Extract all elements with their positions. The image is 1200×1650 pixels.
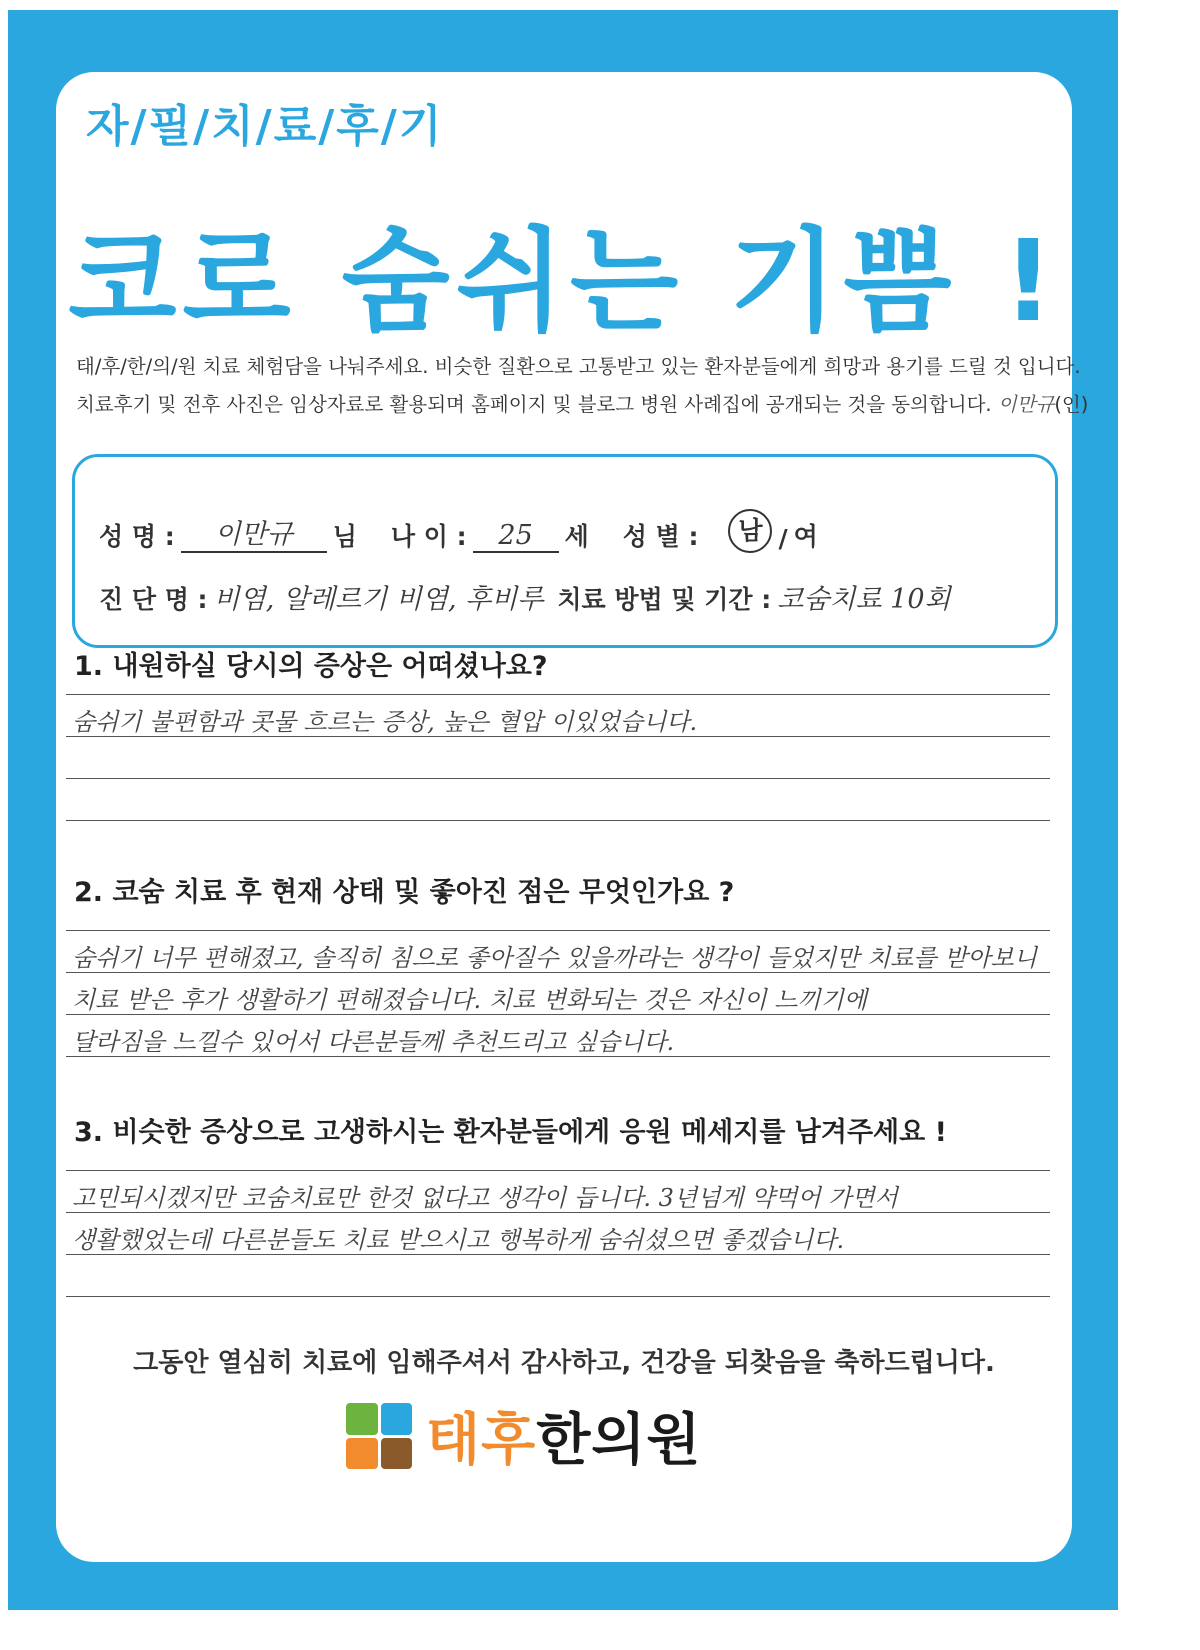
seal-label: (인): [1054, 393, 1089, 416]
answer-2-line-2: 치료 받은 후가 생활하기 편해졌습니다. 치료 변화되는 것은 자신이 느끼기에: [72, 986, 867, 1014]
patient-info-box: [72, 454, 1058, 648]
closing-message: 그동안 열심히 치료에 임해주셔서 감사하고, 건강을 되찾음을 축하드립니다.: [133, 1348, 995, 1378]
answer-line: [66, 930, 1050, 931]
gender-male-selected: 남: [728, 509, 772, 553]
treatment-value: 코숨치료 10회: [777, 584, 951, 615]
answer-line: [66, 1254, 1050, 1255]
age-label: 나 이 :: [390, 522, 467, 551]
review-form: [56, 72, 1089, 1562]
answer-3-line-2: 생활했었는데 다른분들도 치료 받으시고 행복하게 숨쉬셨으면 좋겠습니다.: [72, 1226, 845, 1254]
answer-2-line-1: 숨쉬기 너무 편해졌고, 솔직히 침으로 좋아질수 있을까라는 생각이 들었지만 치료를 받아보니: [72, 944, 1037, 972]
intro-line-2-text: 치료후기 및 전후 사진은 임상자료로 활용되며 홈페이지 및 블로그 병원 사례집에 공개되는 것을 동의합니다.: [76, 393, 992, 416]
clinic-logo: [346, 1396, 702, 1476]
consent-signature: 이만규: [997, 393, 1055, 416]
question-2: 2. 코숨 치료 후 현재 상태 및 좋아진 점은 무엇인가요 ?: [74, 877, 735, 908]
clinic-name-accent: 태후: [426, 1408, 537, 1473]
page-border: [8, 10, 1118, 1610]
answer-line: [66, 736, 1050, 737]
answer-line: [66, 1296, 1050, 1297]
answer-line: [66, 1212, 1050, 1213]
name-label: 성 명 :: [99, 522, 175, 551]
gender-label: 성 별 :: [622, 522, 699, 551]
form-tag: 자/필/치/료/후/기: [86, 101, 444, 152]
intro-line-2: [76, 386, 1089, 424]
question-3: 3. 비슷한 증상으로 고생하시는 환자분들에게 응원 메세지를 남겨주세요 !: [74, 1117, 947, 1148]
clinic-logo-icon: [346, 1403, 412, 1469]
intro-text: [76, 348, 1089, 424]
treatment-label: 치료 방법 및 기간 :: [557, 585, 772, 614]
gender-female: 여: [793, 522, 818, 551]
diagnosis-label: 진 단 명 :: [99, 585, 208, 614]
clinic-name-main: 한의원: [536, 1408, 702, 1473]
answer-1-line-1: 숨쉬기 불편함과 콧물 흐르는 증상, 높은 혈압 이있었습니다.: [72, 708, 698, 736]
name-value: 이만규: [181, 512, 327, 553]
answer-line: [66, 694, 1050, 695]
clinic-name: [426, 1396, 702, 1476]
intro-line-1: 태/후/한/의/원 치료 체험담을 나눠주세요. 비슷한 질환으로 고통받고 있는 환자분들에게 희망과 용기를 드릴 것 입니다.: [76, 355, 1081, 378]
question-1: 1. 내원하실 당시의 증상은 어떠셨나요?: [74, 651, 548, 682]
answer-line: [66, 1056, 1050, 1057]
answer-line: [66, 1014, 1050, 1015]
page-title: 코로 숨쉬는 기쁨 !: [68, 217, 1060, 347]
diagnosis-value: 비염, 알레르기 비염, 후비루: [213, 584, 544, 615]
gender-separator: /: [778, 524, 788, 553]
age-suffix: 세: [564, 522, 589, 551]
answer-line: [66, 972, 1050, 973]
answer-line: [66, 1170, 1050, 1171]
answer-line: [66, 778, 1050, 779]
answer-3-line-1: 고민되시겠지만 코숨치료만 한것 없다고 생각이 듭니다. 3년넘게 약먹어 가면서: [72, 1184, 898, 1212]
answer-2-line-3: 달라짐을 느낄수 있어서 다른분들께 추천드리고 싶습니다.: [72, 1028, 675, 1056]
age-value: 25: [473, 520, 559, 553]
info-row-2: [99, 577, 951, 616]
answer-line: [66, 820, 1050, 821]
name-suffix: 님: [332, 522, 357, 551]
info-row-1: [99, 509, 818, 553]
